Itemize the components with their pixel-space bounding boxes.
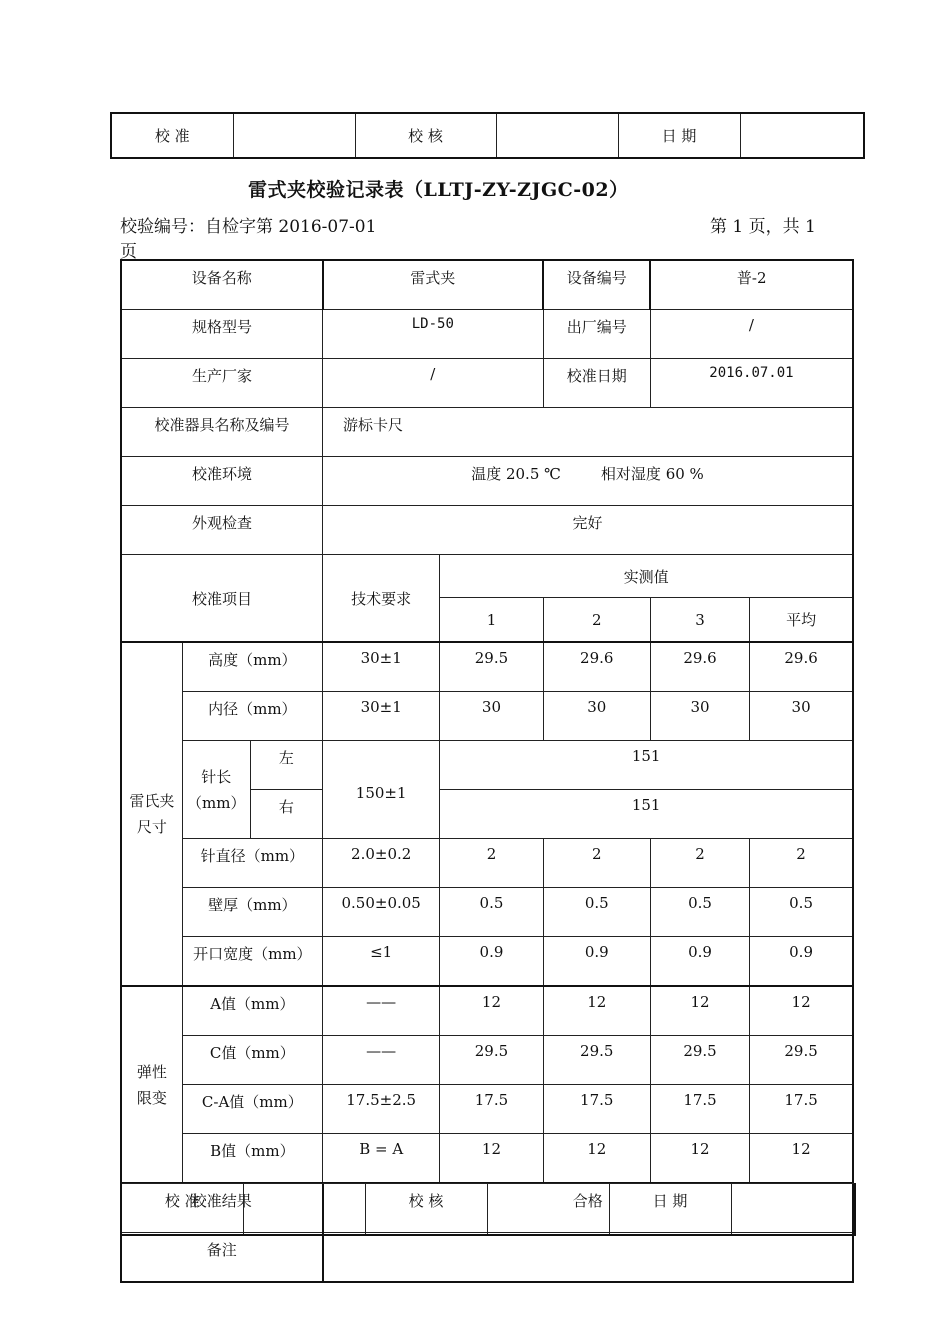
date-field[interactable]: [740, 113, 864, 158]
row-val: 12: [750, 986, 853, 1036]
row-val: 29.5: [440, 642, 543, 692]
row-val: 29.5: [750, 1036, 853, 1085]
check-field[interactable]: [496, 113, 618, 158]
row-val: 0.9: [440, 937, 543, 987]
row-val: 0.9: [750, 937, 853, 987]
needle-right-label: 右: [250, 790, 322, 839]
row-val: 12: [750, 1134, 853, 1184]
needle-length-label: 针长（mm）: [182, 741, 250, 839]
row-req: 30±1: [323, 642, 440, 692]
device-name-label: 设备名称: [121, 260, 323, 310]
row-val: 29.5: [650, 1036, 749, 1085]
row-val: 12: [650, 1134, 749, 1184]
row-val: 12: [650, 986, 749, 1036]
row-name: B值（mm）: [182, 1134, 322, 1184]
header-col-1: 1: [440, 598, 543, 642]
maker-label: 生产厂家: [121, 359, 323, 408]
row-val: 29.6: [650, 642, 749, 692]
row-val: 30: [543, 692, 650, 741]
row-req: 0.50±0.05: [323, 888, 440, 937]
row-val: 0.5: [440, 888, 543, 937]
needle-req: 150±1: [323, 741, 440, 839]
page-info: 第 1 页，共 1: [710, 217, 816, 237]
bottom-signoff-table: [120, 1183, 856, 1236]
appearance-label: 外观检查: [121, 506, 323, 555]
group-elastic-label: 弹性限变: [121, 986, 182, 1183]
date-label: 日 期: [618, 113, 740, 158]
factory-no-label: 出厂编号: [543, 310, 650, 359]
row-val: 17.5: [750, 1085, 853, 1134]
group-size-label: 雷氏夹尺寸: [121, 642, 182, 986]
row-val: 2: [750, 839, 853, 888]
row-val: 0.9: [543, 937, 650, 987]
row-name: 开口宽度（mm）: [182, 937, 322, 987]
result-label: 校准结果: [121, 1183, 323, 1233]
row-name: 内径（mm）: [182, 692, 322, 741]
row-name: 高度（mm）: [182, 642, 322, 692]
row-val: 17.5: [440, 1085, 543, 1134]
check-field[interactable]: [487, 1184, 609, 1236]
row-val: 29.5: [440, 1036, 543, 1085]
row-name: A值（mm）: [182, 986, 322, 1036]
row-name: 针直径（mm）: [182, 839, 322, 888]
temperature-value: 温度 20.5 ℃: [471, 465, 561, 483]
page-info-wrap: 页: [120, 242, 137, 262]
top-signoff-table: [110, 112, 865, 159]
check-label: 校 核: [355, 113, 496, 158]
tool-value: 游标卡尺: [323, 408, 853, 457]
row-name: C值（mm）: [182, 1036, 322, 1085]
row-req: B = A: [323, 1134, 440, 1184]
row-val: 0.5: [543, 888, 650, 937]
env-label: 校准环境: [121, 457, 323, 506]
cal-date-label: 校准日期: [543, 359, 650, 408]
record-number: 校验编号：自检字第 2016-07-01: [120, 217, 377, 237]
needle-right-value: 151: [440, 790, 853, 839]
row-val: 29.6: [750, 642, 853, 692]
cal-date-value: 2016.07.01: [650, 359, 853, 408]
maker-value: /: [323, 359, 544, 408]
row-name: 壁厚（mm）: [182, 888, 322, 937]
calibrate-label: 校 准: [111, 113, 233, 158]
row-val: 30: [750, 692, 853, 741]
model-value: LD-50: [323, 310, 544, 359]
row-val: 0.9: [650, 937, 749, 987]
remark-label: 备注: [121, 1233, 323, 1283]
needle-left-label: 左: [250, 741, 322, 790]
calibration-record-table: [120, 259, 854, 1283]
row-req: ——: [323, 986, 440, 1036]
row-val: 12: [543, 1134, 650, 1184]
env-value: [323, 457, 853, 506]
result-value: 合格: [323, 1183, 853, 1233]
row-val: 12: [440, 986, 543, 1036]
page-title: 雷式夹校验记录表（LLTJ-ZY-ZJGC-02）: [248, 179, 629, 201]
device-no-label: 设备编号: [543, 260, 650, 310]
row-val: 2: [650, 839, 749, 888]
calibrate-field[interactable]: [243, 1184, 365, 1236]
humidity-value: 相对湿度 60 %: [600, 465, 704, 483]
row-req: 30±1: [323, 692, 440, 741]
check-label: 校 核: [365, 1184, 487, 1236]
calibrate-label: 校 准: [121, 1184, 243, 1236]
row-val: 17.5: [650, 1085, 749, 1134]
header-measured: 实测值: [440, 555, 853, 598]
header-col-2: 2: [543, 598, 650, 642]
date-field[interactable]: [731, 1184, 855, 1236]
device-no-value: 普-2: [650, 260, 853, 310]
row-val: 30: [650, 692, 749, 741]
row-val: 12: [440, 1134, 543, 1184]
row-val: 2: [440, 839, 543, 888]
needle-left-value: 151: [440, 741, 853, 790]
header-requirement: 技术要求: [323, 555, 440, 643]
row-val: 0.5: [750, 888, 853, 937]
device-name-value: 雷式夹: [323, 260, 544, 310]
row-req: ≤1: [323, 937, 440, 987]
header-col-avg: 平均: [750, 598, 853, 642]
row-val: 0.5: [650, 888, 749, 937]
row-name: C-A值（mm）: [182, 1085, 322, 1134]
row-req: 17.5±2.5: [323, 1085, 440, 1134]
row-val: 2: [543, 839, 650, 888]
row-val: 29.5: [543, 1036, 650, 1085]
row-val: 30: [440, 692, 543, 741]
row-val: 29.6: [543, 642, 650, 692]
row-req: ——: [323, 1036, 440, 1085]
model-label: 规格型号: [121, 310, 323, 359]
calibrate-field[interactable]: [233, 113, 355, 158]
header-col-3: 3: [650, 598, 749, 642]
factory-no-value: /: [650, 310, 853, 359]
row-val: 12: [543, 986, 650, 1036]
date-label: 日 期: [609, 1184, 731, 1236]
row-val: 17.5: [543, 1085, 650, 1134]
remark-value[interactable]: [323, 1233, 853, 1283]
row-req: 2.0±0.2: [323, 839, 440, 888]
tool-label: 校准器具名称及编号: [121, 408, 323, 457]
appearance-value: 完好: [323, 506, 853, 555]
header-item: 校准项目: [121, 555, 323, 643]
